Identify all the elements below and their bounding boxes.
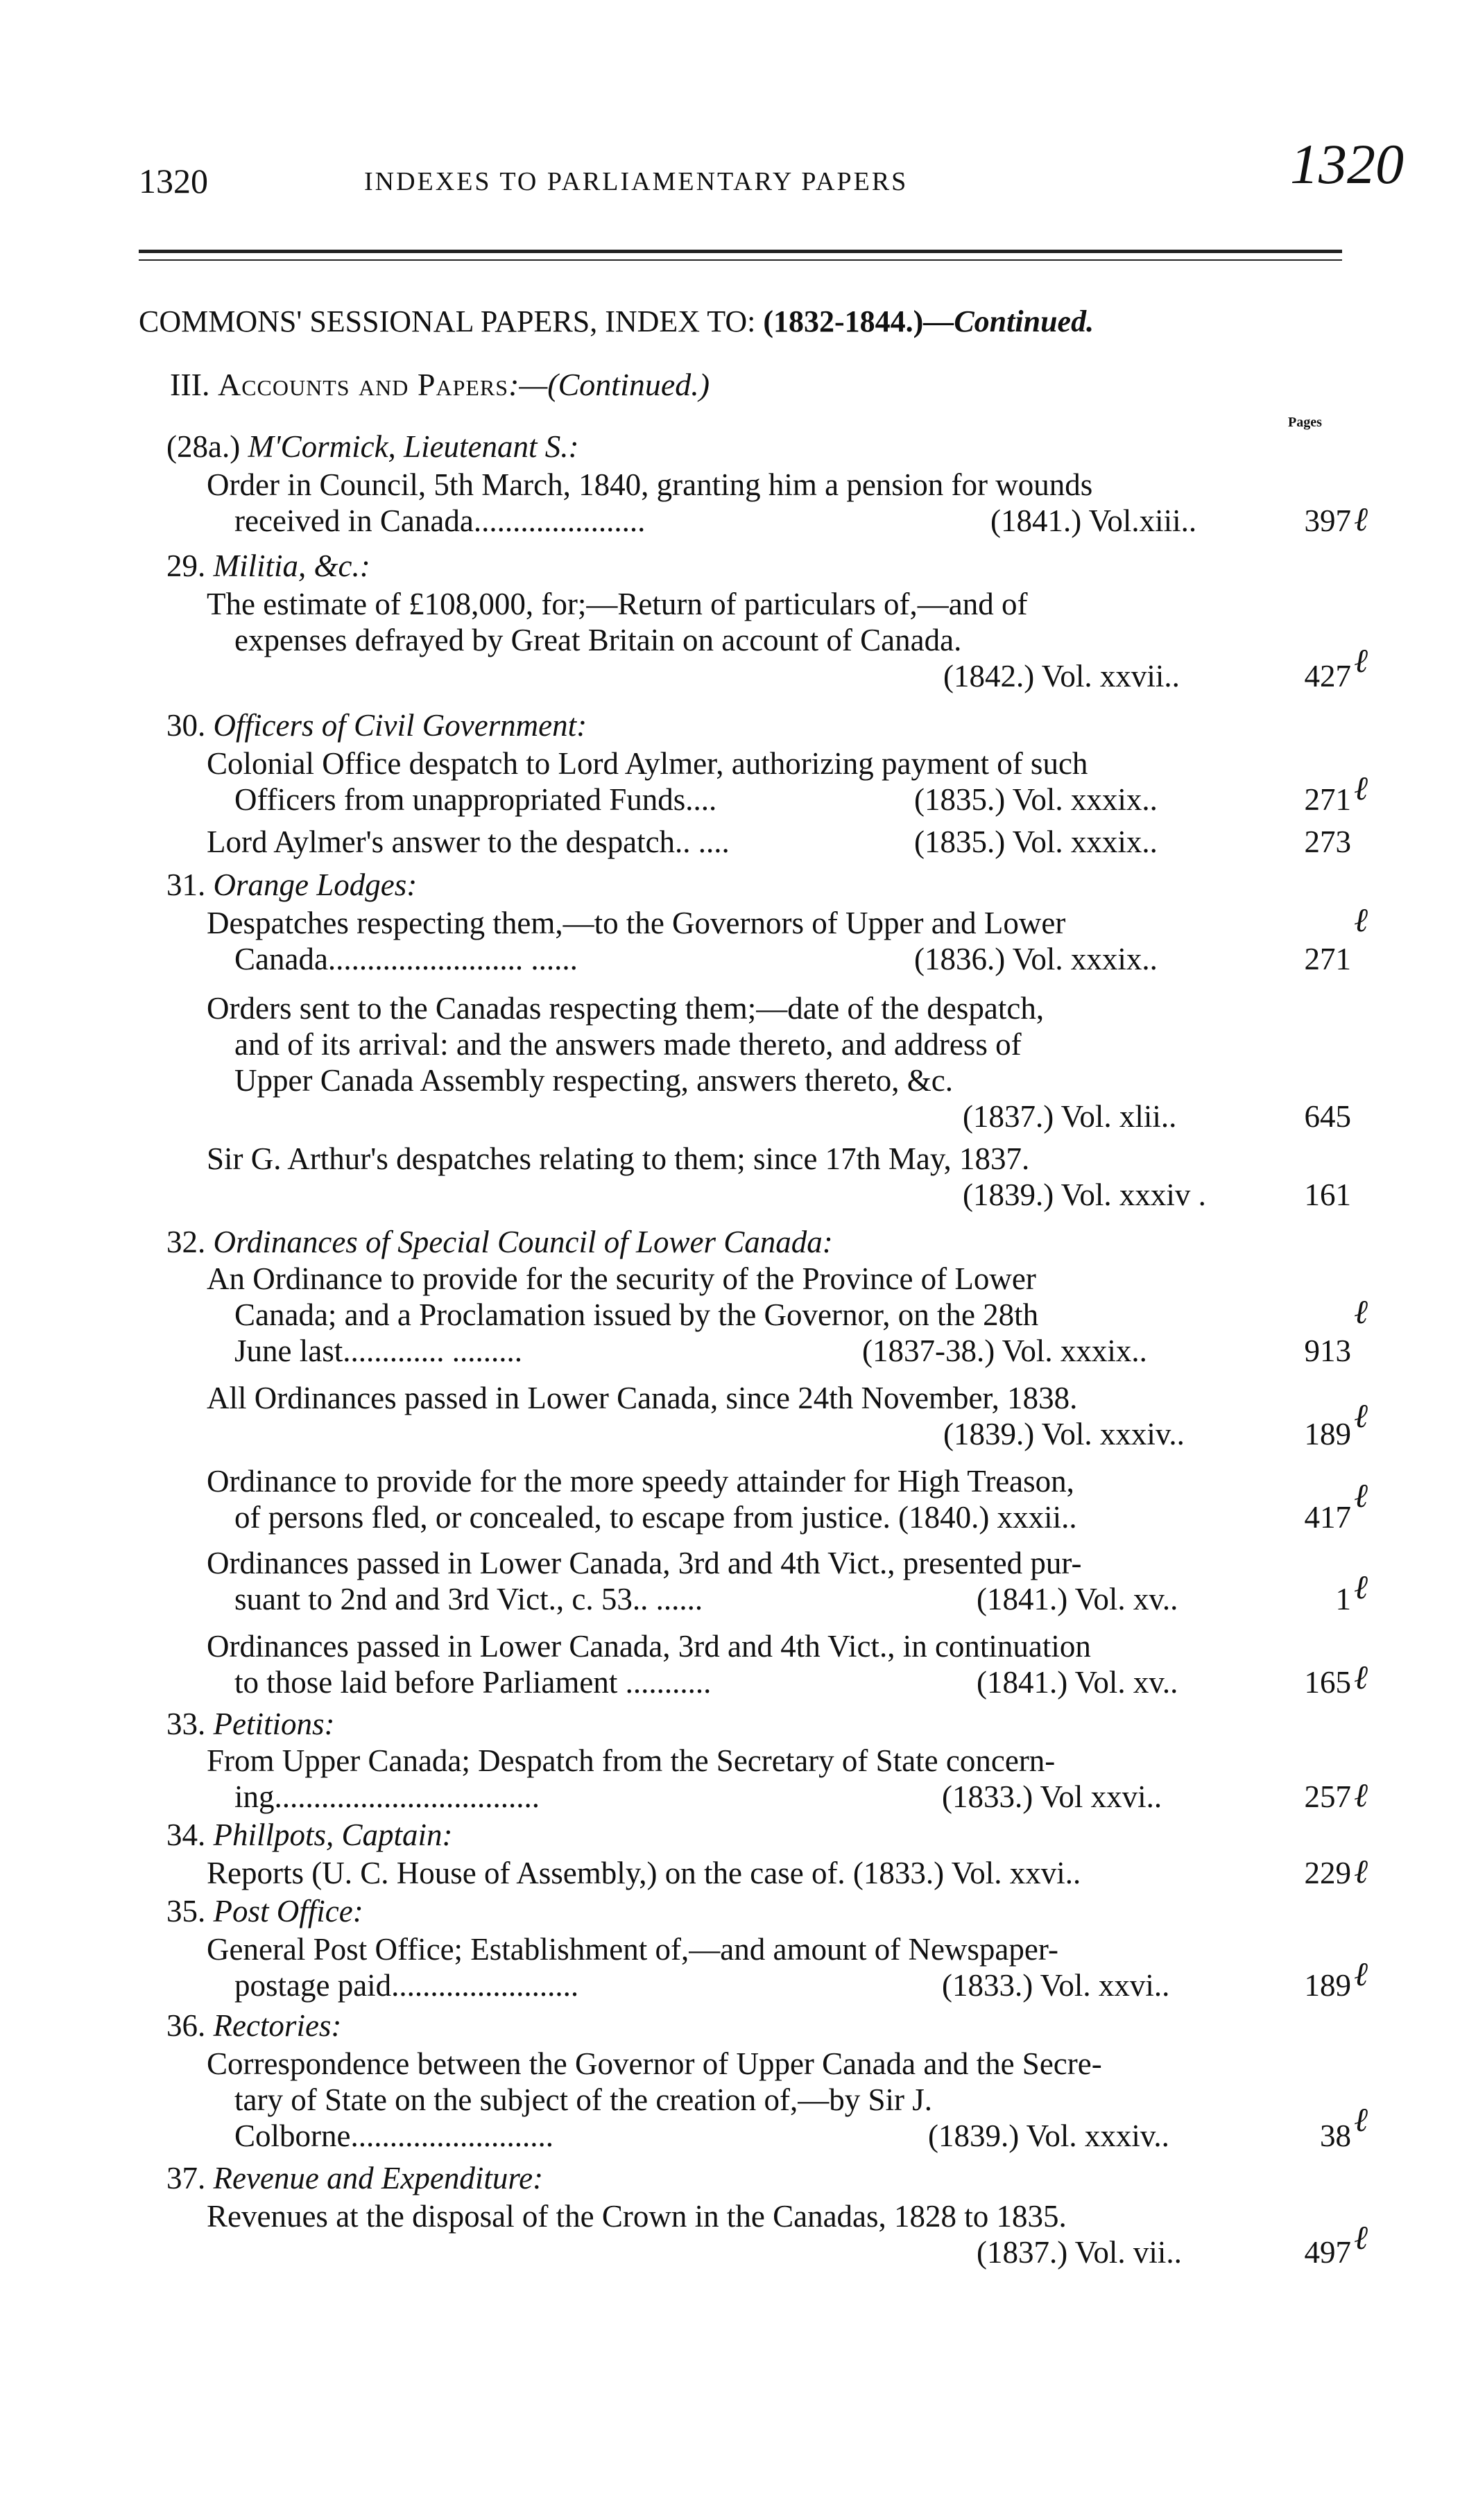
entry-number: (28a.) bbox=[166, 429, 241, 464]
subsection-title: Accounts and Papers bbox=[217, 367, 509, 402]
entry-text: to those laid before Parliament ........... bbox=[234, 1665, 712, 1700]
entry-page: 189 bbox=[1304, 1968, 1351, 2003]
entry-text: ing.................................. bbox=[234, 1779, 540, 1814]
page-number: 1320 bbox=[139, 162, 208, 200]
entry-heading bbox=[166, 2160, 543, 2196]
entry-line: Despatches respecting them,—to the Governors of Upper and Lower bbox=[207, 906, 1066, 940]
entry-page: 165 bbox=[1304, 1665, 1351, 1700]
margin-mark: ℓ bbox=[1354, 501, 1368, 538]
entry-heading bbox=[166, 548, 370, 584]
margin-mark: ℓ bbox=[1354, 1659, 1368, 1696]
entry-line: Ordinance to provide for the more speedy attainder for High Treason, bbox=[207, 1464, 1074, 1499]
margin-mark: ℓ bbox=[1354, 1398, 1368, 1435]
entry-line: and of its arrival: and the answers made thereto, and address of bbox=[234, 1027, 1022, 1062]
entry-reference: (1839.) Vol. xxxiv.. bbox=[943, 1417, 1185, 1451]
entry-text: Reports (U. C. House of Assembly,) on the case of. (1833.) Vol. xxvi.. bbox=[207, 1856, 1081, 1890]
entry-reference: (1833.) Vol xxvi.. bbox=[942, 1779, 1162, 1814]
running-title: INDEXES TO PARLIAMENTARY PAPERS bbox=[364, 167, 909, 196]
entry-title: Militia, &c.: bbox=[213, 549, 370, 583]
entry-line: Ordinances passed in Lower Canada, 3rd and 4th Vict., presented pur- bbox=[207, 1546, 1082, 1580]
entry-heading bbox=[166, 1817, 453, 1853]
margin-mark: ℓ bbox=[1354, 1777, 1368, 1814]
entry-number: 31. bbox=[166, 868, 206, 902]
subsection-heading bbox=[170, 366, 710, 403]
entry-title: Orange Lodges: bbox=[213, 868, 418, 902]
entry-number: 29. bbox=[166, 549, 206, 583]
entry-line: tary of State on the subject of the creation of,—by Sir J. bbox=[234, 2082, 932, 2117]
entry-page: 271 bbox=[1304, 782, 1351, 817]
entry-heading bbox=[166, 867, 417, 903]
entry-page: 257 bbox=[1304, 1779, 1351, 1814]
entry-page: 271 bbox=[1304, 942, 1351, 976]
entry-title: Rectories: bbox=[213, 2008, 342, 2043]
entry-heading bbox=[166, 1893, 363, 1929]
entry-title: Petitions: bbox=[213, 1707, 335, 1741]
entry-text: of persons fled, or concealed, to escape from justice. (1840.) xxxii.. bbox=[234, 1500, 1077, 1535]
entry-page: 417 bbox=[1304, 1500, 1351, 1535]
entry-reference: (1837.) Vol. xlii.. bbox=[963, 1099, 1177, 1134]
entry-line: The estimate of £108,000, for;—Return of particulars of,—and of bbox=[207, 587, 1028, 621]
entry-reference: (1841.) Vol.xiii.. bbox=[990, 503, 1197, 538]
entry-line: Ordinances passed in Lower Canada, 3rd and 4th Vict., in continuation bbox=[207, 1629, 1091, 1664]
margin-mark: ℓ bbox=[1354, 2220, 1368, 2256]
entry-heading bbox=[166, 429, 579, 465]
entry-page: 427 bbox=[1304, 659, 1351, 693]
entry-reference: (1842.) Vol. xxvii.. bbox=[943, 659, 1180, 693]
entry-line: expenses defrayed by Great Britain on account of Canada. bbox=[234, 623, 962, 657]
header-rule-thin bbox=[139, 259, 1342, 261]
header-rule-thick bbox=[139, 250, 1342, 253]
entry-heading bbox=[166, 707, 587, 743]
entry-number: 30. bbox=[166, 708, 206, 743]
entry-number: 33. bbox=[166, 1707, 206, 1741]
subsection-numeral: III. bbox=[170, 367, 210, 402]
handwritten-page-mark: 1320 bbox=[1290, 132, 1404, 196]
entry-reference: (1836.) Vol. xxxix.. bbox=[914, 942, 1158, 976]
entry-heading bbox=[166, 2008, 341, 2044]
entry-line: From Upper Canada; Despatch from the Secretary of State concern- bbox=[207, 1743, 1056, 1778]
entry-reference: (1839.) Vol. xxxiv . bbox=[963, 1177, 1206, 1212]
entry-title: Ordinances of Special Council of Lower Canada: bbox=[213, 1225, 833, 1259]
entry-page: 189 bbox=[1304, 1417, 1351, 1451]
entry-reference: (1837-38.) Vol. xxxix.. bbox=[862, 1334, 1147, 1368]
entry-reference: (1835.) Vol. xxxix.. bbox=[914, 782, 1158, 817]
margin-mark: ℓ bbox=[1354, 1478, 1368, 1514]
entry-text: suant to 2nd and 3rd Vict., c. 53.. ...... bbox=[234, 1582, 703, 1616]
entry-reference: (1841.) Vol. xv.. bbox=[977, 1665, 1178, 1700]
entry-title: Officers of Civil Government: bbox=[213, 708, 587, 743]
margin-mark: ℓ bbox=[1354, 902, 1368, 939]
entry-line: Correspondence between the Governor of Upper Canada and the Secre- bbox=[207, 2046, 1102, 2081]
entry-text: postage paid........................ bbox=[234, 1968, 579, 2003]
entry-line bbox=[207, 824, 1351, 860]
entry-title: M'Cormick, Lieutenant S.: bbox=[248, 429, 579, 464]
entry-title: Phillpots, Captain: bbox=[213, 1818, 453, 1852]
entry-page: 161 bbox=[1304, 1177, 1351, 1212]
entry-heading bbox=[166, 1224, 833, 1260]
entry-reference: (1835.) Vol. xxxix.. bbox=[914, 825, 1158, 859]
entry-page: 1 bbox=[1335, 1582, 1351, 1616]
entry-line: All Ordinances passed in Lower Canada, since 24th November, 1838. bbox=[207, 1381, 1078, 1415]
entry-text: received in Canada...................... bbox=[234, 503, 646, 538]
margin-mark: ℓ bbox=[1354, 770, 1368, 807]
margin-mark: ℓ bbox=[1354, 643, 1368, 680]
entry-line: Upper Canada Assembly respecting, answers thereto, &c. bbox=[234, 1063, 953, 1098]
entry-text: Canada......................... ...... bbox=[234, 942, 578, 976]
entry-page: 645 bbox=[1304, 1099, 1351, 1134]
section-continued: —Continued. bbox=[923, 304, 1094, 338]
entry-number: 35. bbox=[166, 1894, 206, 1928]
section-title: COMMONS' SESSIONAL PAPERS, INDEX TO: bbox=[139, 304, 756, 338]
entry-text: June last............. ......... bbox=[234, 1334, 522, 1368]
entry-line: General Post Office; Establishment of,—and amount of Newspaper- bbox=[207, 1932, 1058, 1967]
margin-mark: ℓ bbox=[1354, 1854, 1368, 1890]
entry-line: Revenues at the disposal of the Crown in the Canadas, 1828 to 1835. bbox=[207, 2199, 1067, 2234]
entry-line: Sir G. Arthur's despatches relating to them; since 17th May, 1837. bbox=[207, 1141, 1030, 1176]
entry-reference: (1841.) Vol. xv.. bbox=[977, 1582, 1178, 1616]
entry-title: Post Office: bbox=[213, 1894, 363, 1928]
entry-heading bbox=[166, 1706, 334, 1742]
entry-line: An Ordinance to provide for the security of the Province of Lower bbox=[207, 1261, 1036, 1296]
entry-line: Order in Council, 5th March, 1840, granting him a pension for wounds bbox=[207, 467, 1093, 502]
entry-reference: (1839.) Vol. xxxiv.. bbox=[928, 2118, 1169, 2153]
entry-reference: (1833.) Vol. xxvi.. bbox=[942, 1968, 1170, 2003]
entry-text: Officers from unappropriated Funds.... bbox=[234, 782, 717, 817]
entry-number: 36. bbox=[166, 2008, 206, 2043]
section-heading bbox=[139, 304, 1094, 339]
entry-text: Colborne.......................... bbox=[234, 2118, 553, 2153]
margin-mark: ℓ bbox=[1354, 1294, 1368, 1331]
entry-page: 913 bbox=[1304, 1334, 1351, 1368]
entry-line: Canada; and a Proclamation issued by the Governor, on the 28th bbox=[234, 1297, 1039, 1332]
entry-reference: (1837.) Vol. vii.. bbox=[977, 2235, 1182, 2270]
subsection-continued: :—(Continued.) bbox=[508, 367, 710, 402]
section-years: (1832-1844.) bbox=[763, 304, 924, 338]
pages-column-label: Pages bbox=[1288, 415, 1322, 430]
margin-mark: ℓ bbox=[1354, 1956, 1368, 1993]
margin-mark: ℓ bbox=[1354, 2102, 1368, 2139]
entry-line: Colonial Office despatch to Lord Aylmer, authorizing payment of such bbox=[207, 746, 1088, 781]
entry-page: 273 bbox=[1304, 825, 1351, 859]
entry-text: Lord Aylmer's answer to the despatch.. .... bbox=[207, 825, 730, 859]
entry-number: 34. bbox=[166, 1818, 206, 1852]
entry-line bbox=[207, 1855, 1351, 1891]
entry-number: 37. bbox=[166, 2161, 206, 2195]
entry-number: 32. bbox=[166, 1225, 206, 1259]
entry-line: Orders sent to the Canadas respecting them;—date of the despatch, bbox=[207, 991, 1045, 1026]
entry-title: Revenue and Expenditure: bbox=[213, 2161, 544, 2195]
entry-page: 229 bbox=[1304, 1856, 1351, 1890]
entry-page: 38 bbox=[1320, 2118, 1351, 2153]
entry-page: 397 bbox=[1304, 503, 1351, 538]
margin-mark: ℓ bbox=[1354, 1569, 1368, 1606]
entry-page: 497 bbox=[1304, 2235, 1351, 2270]
